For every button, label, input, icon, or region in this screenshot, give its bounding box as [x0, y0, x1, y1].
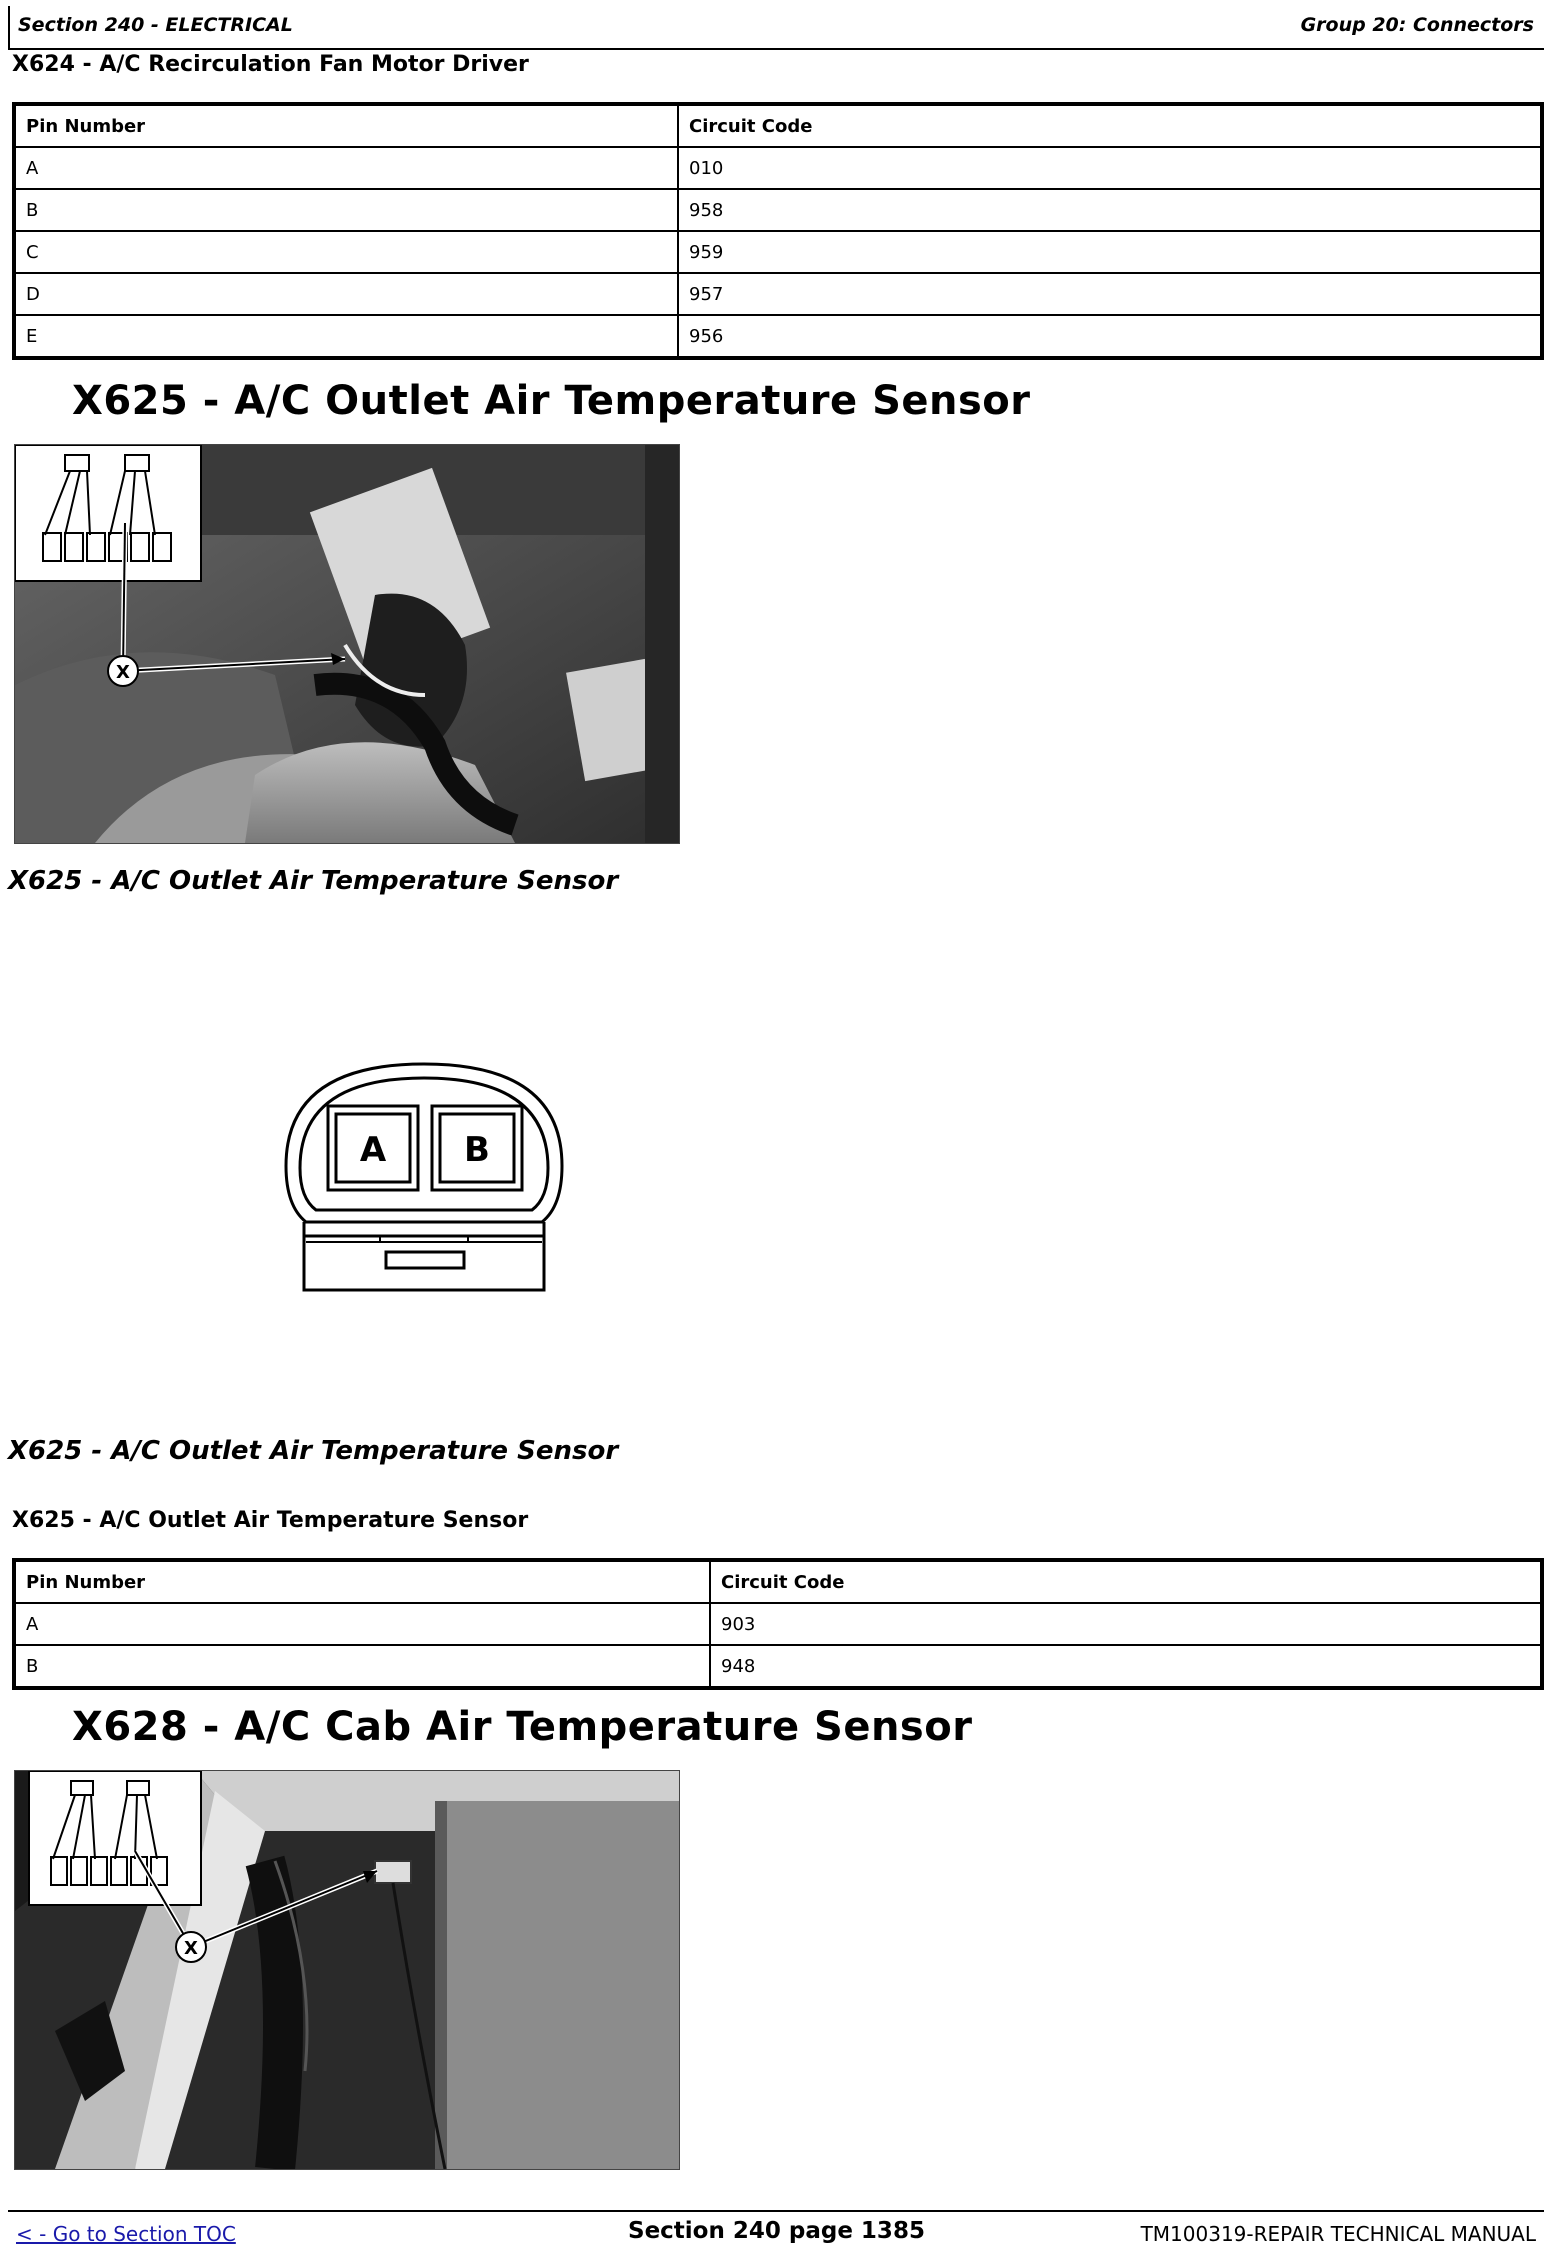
pin-cell: E: [14, 315, 678, 358]
pin-number-header: Pin Number: [14, 1560, 710, 1603]
code-cell: 959: [678, 231, 1542, 273]
group-header: Group 20: Connectors: [1300, 14, 1534, 36]
circuit-code-header: Circuit Code: [710, 1560, 1542, 1603]
x625-photo-caption: X625 - A/C Outlet Air Temperature Sensor: [8, 866, 619, 896]
table-row: [14, 189, 1542, 231]
x625-table-title: X625 - A/C Outlet Air Temperature Sensor: [12, 1508, 529, 1533]
table-row: [14, 231, 1542, 273]
pin-cell: B: [14, 1645, 710, 1688]
manual-title: TM100319-REPAIR TECHNICAL MANUAL: [1140, 2222, 1536, 2246]
table-row: [14, 1645, 1542, 1688]
code-cell: 903: [710, 1603, 1542, 1645]
table-header-row: [14, 104, 1542, 147]
table-row: [14, 315, 1542, 358]
section-header: Section 240 - ELECTRICAL: [18, 14, 293, 36]
x625-diagram-caption: X625 - A/C Outlet Air Temperature Sensor: [8, 1436, 619, 1466]
x625-pin-table: [12, 1558, 1544, 1690]
pin-number-header: Pin Number: [14, 104, 678, 147]
go-to-section-toc-link[interactable]: < - Go to Section TOC: [16, 2222, 236, 2246]
x628-heading: X628 - A/C Cab Air Temperature Sensor: [72, 1704, 973, 1750]
pin-cell: A: [14, 147, 678, 189]
x628-photo: [14, 1770, 680, 2170]
x628-photo-illustration: [15, 1771, 679, 2169]
pin-cell: A: [14, 1603, 710, 1645]
table-header-row: [14, 1560, 1542, 1603]
table-row: [14, 147, 1542, 189]
code-cell: 956: [678, 315, 1542, 358]
code-cell: 957: [678, 273, 1542, 315]
footer-rule: [8, 2210, 1544, 2212]
pin-cell: B: [14, 189, 678, 231]
table-row: [14, 1603, 1542, 1645]
header-rule: [8, 6, 10, 50]
page-number: Section 240 page 1385: [628, 2218, 925, 2244]
connector-pin-b-label: B: [464, 1130, 490, 1170]
pin-cell: C: [14, 231, 678, 273]
x624-pin-table: [12, 102, 1544, 360]
code-cell: 948: [710, 1645, 1542, 1688]
x625-photo-illustration: [15, 445, 679, 843]
pin-cell: D: [14, 273, 678, 315]
x625-photo-callout: X: [116, 662, 130, 683]
x624-table-title: X624 - A/C Recirculation Fan Motor Driver: [12, 52, 529, 77]
connector-pin-a-label: A: [359, 1130, 387, 1170]
x625-connector-diagram: [276, 1056, 572, 1296]
x625-photo: [14, 444, 680, 844]
x628-photo-callout: X: [184, 1938, 198, 1959]
circuit-code-header: Circuit Code: [678, 104, 1542, 147]
table-row: [14, 273, 1542, 315]
code-cell: 958: [678, 189, 1542, 231]
code-cell: 010: [678, 147, 1542, 189]
header-rule: [8, 48, 1544, 50]
x625-heading: X625 - A/C Outlet Air Temperature Sensor: [72, 378, 1031, 424]
